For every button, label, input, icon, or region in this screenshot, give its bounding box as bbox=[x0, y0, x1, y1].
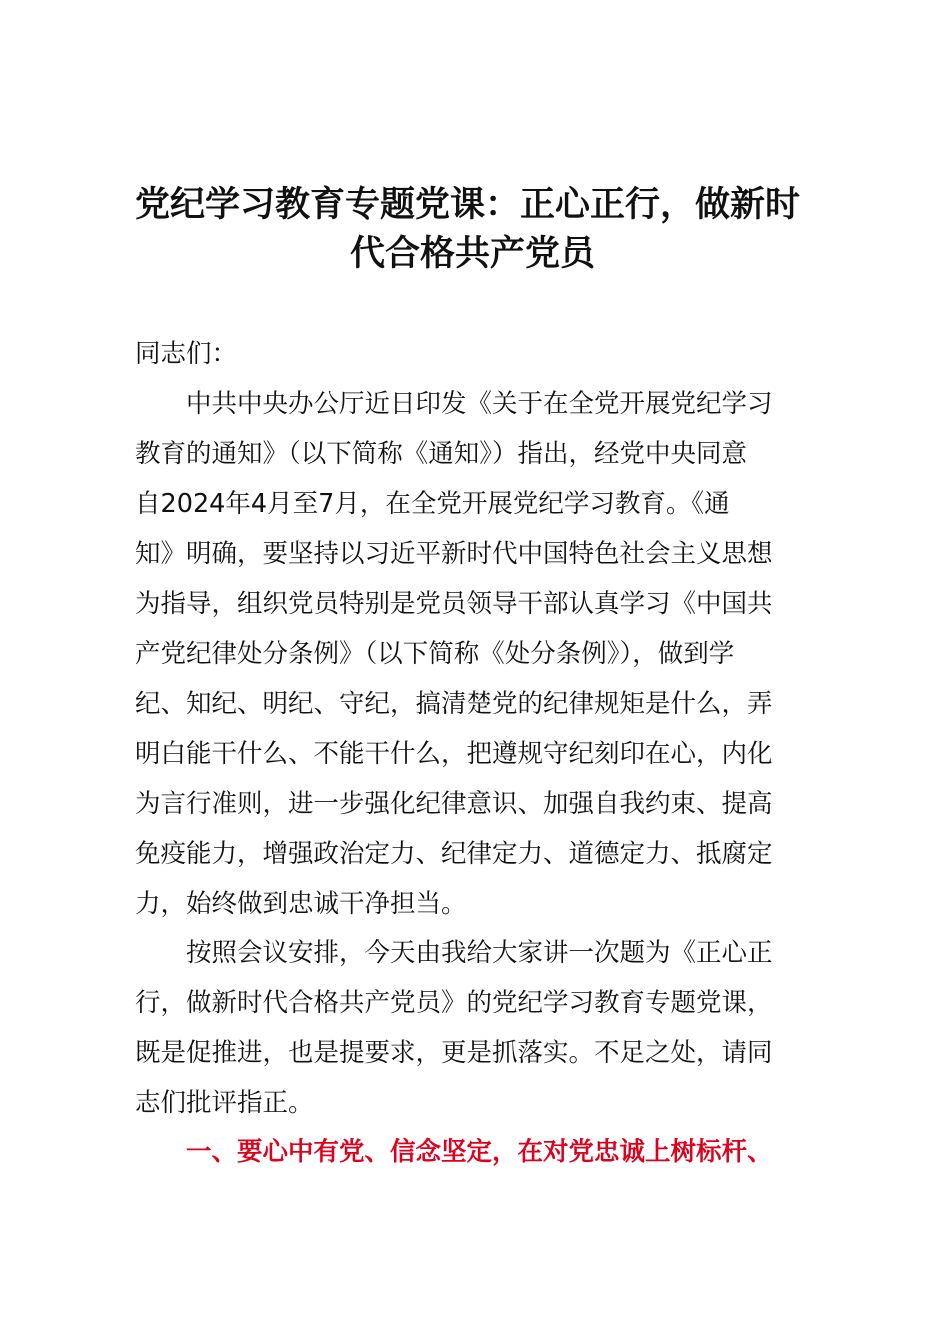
paragraph-line: 中共中央办公厅近日印发《关于在全党开展党纪学习 bbox=[186, 389, 773, 419]
paragraph-line: 志们批评指正。 bbox=[135, 1088, 314, 1118]
paragraph-line: 为指导，组织党员特别是党员领导干部认真学习《中国共 bbox=[135, 589, 773, 619]
section-heading: 一、要心中有党、信念坚定，在对党忠诚上树标杆、 bbox=[186, 1137, 773, 1167]
paragraph-line: 教育的通知》（以下简称《通知》）指出，经党中央同意 bbox=[135, 439, 748, 469]
paragraph-line: 产党纪律处分条例》（以下简称《处分条例》），做到学 bbox=[135, 639, 735, 669]
paragraph-line: 免疫能力，增强政治定力、纪律定力、道德定力、抵腐定 bbox=[135, 839, 773, 869]
paragraph-line: 力，始终做到忠诚干净担当。 bbox=[135, 889, 467, 919]
paragraph-line: 知》明确，要坚持以习近平新时代中国特色社会主义思想 bbox=[135, 539, 773, 569]
salutation: 同志们： bbox=[135, 339, 238, 369]
paragraph-line: 按照会议安排，今天由我给大家讲一次题为《正心正 bbox=[186, 938, 773, 968]
paragraph-line: 行，做新时代合格共产党员》的党纪学习教育专题党课， bbox=[135, 988, 773, 1018]
paragraph-line: 明白能干什么、不能干什么，把遵规守纪刻印在心，内化 bbox=[135, 739, 773, 769]
paragraph-line: 为言行准则，进一步强化纪律意识、加强自我约束、提高 bbox=[135, 789, 773, 819]
paragraph-line: 纪、知纪、明纪、守纪，搞清楚党的纪律规矩是什么，弄 bbox=[135, 689, 773, 719]
document-title-line-2: 代合格共产党员 bbox=[350, 234, 596, 274]
paragraph-line: 既是促推进，也是提要求，更是抓落实。不足之处，请同 bbox=[135, 1038, 773, 1068]
document-title-line-1: 党纪学习教育专题党课：正心正行，做新时 bbox=[135, 185, 801, 225]
paragraph-line: 自2024年4月至7月，在全党开展党纪学习教育。《通 bbox=[135, 489, 730, 519]
